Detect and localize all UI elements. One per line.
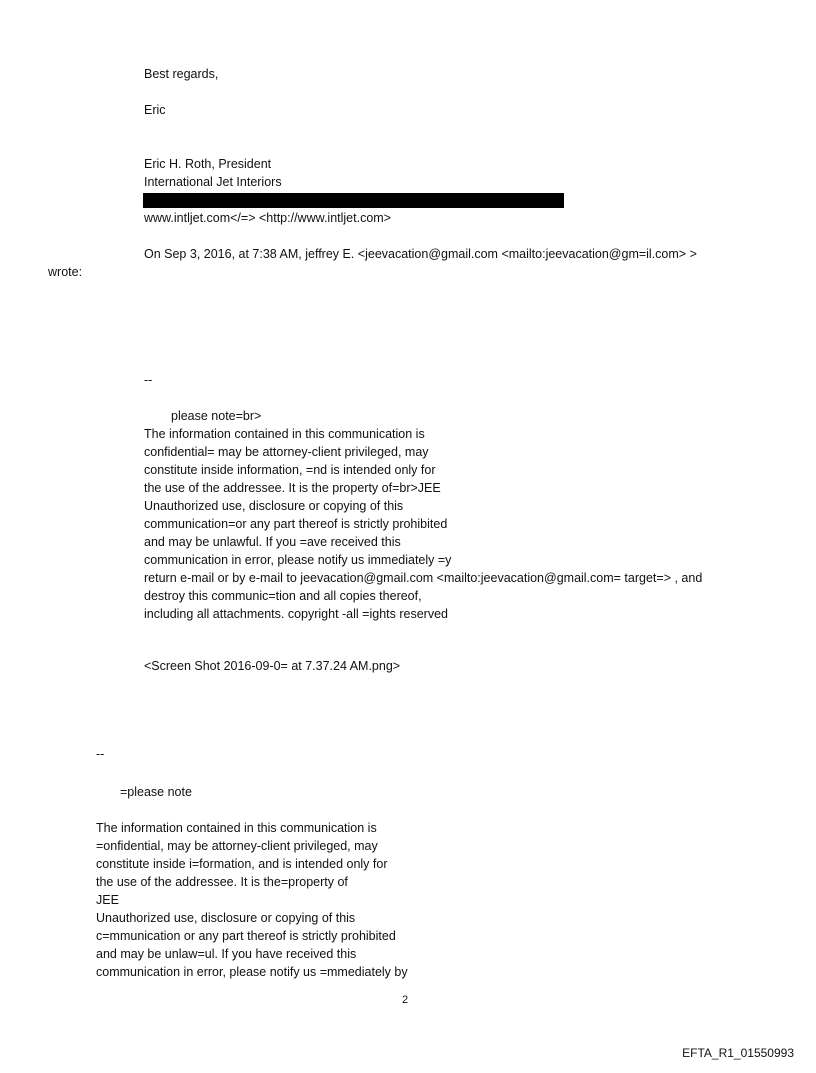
- disclaimer-1-line-10: including all attachments. copyright -all =ights reserved: [144, 607, 448, 621]
- closing: Best regards,: [144, 67, 219, 81]
- disclaimer-1-line-9: destroy this communic=tion and all copies thereof,: [144, 589, 422, 603]
- disclaimer-2-line-4: JEE: [96, 893, 119, 907]
- disclaimer-2-line-3: the use of the addressee. It is the=property of: [96, 875, 348, 889]
- disclaimer-2-line-0: The information contained in this communication is: [96, 821, 377, 835]
- disclaimer-1-line-4: Unauthorized use, disclosure or copying of this: [144, 499, 404, 513]
- bates-number: EFTA_R1_01550993: [682, 1046, 794, 1060]
- signature-company: International Jet Interiors: [144, 175, 282, 189]
- disclaimer-1-line-3: the use of the addressee. It is the property of=br>JEE: [144, 481, 441, 495]
- note-heading-2: =please note: [120, 785, 192, 799]
- disclaimer-2-line-6: c=mmunication or any part thereof is strictly prohibited: [96, 929, 396, 943]
- disclaimer-2-line-1: =onfidential, may be attorney-client privileged, may: [96, 839, 378, 853]
- signature-name: Eric H. Roth, President: [144, 157, 272, 171]
- disclaimer-2-line-2: constitute inside i=formation, and is intended only for: [96, 857, 388, 871]
- reply-header-line2: wrote:: [48, 265, 83, 279]
- disclaimer-2-line-7: and may be unlaw=ul. If you have received this: [96, 947, 357, 961]
- disclaimer-1-line-0: The information contained in this communication is: [144, 427, 425, 441]
- disclaimer-1-line-2: constitute inside information, =nd is intended only for: [144, 463, 436, 477]
- disclaimer-2-line-8: communication in error, please notify us =mmediately by: [96, 965, 408, 979]
- attachment-name: <Screen Shot 2016-09-0= at 7.37.24 AM.png>: [144, 659, 401, 673]
- note-heading-1: please note=br>: [171, 409, 262, 423]
- reply-header-line1: On Sep 3, 2016, at 7:38 AM, jeffrey E. <jeevacation@gmail.com <mailto:jeevacation@gm=il.com> >: [144, 247, 697, 261]
- disclaimer-1-line-6: and may be unlawful. If you =ave received this: [144, 535, 401, 549]
- sender-first-name: Eric: [144, 103, 166, 117]
- signature-website: www.intljet.com</=> <http://www.intljet.com>: [144, 211, 391, 225]
- disclaimer-2-line-5: Unauthorized use, disclosure or copying of this: [96, 911, 356, 925]
- separator-2: --: [96, 747, 105, 761]
- redaction-bar: [143, 193, 564, 208]
- disclaimer-1-line-1: confidential= may be attorney-client privileged, may: [144, 445, 429, 459]
- page-number: 2: [402, 994, 409, 1006]
- disclaimer-1-line-7: communication in error, please notify us immediately =y: [144, 553, 452, 567]
- separator-1: --: [144, 373, 153, 387]
- disclaimer-1-line-5: communication=or any part thereof is strictly prohibited: [144, 517, 448, 531]
- disclaimer-1-line-8: return e-mail or by e-mail to jeevacation@gmail.com <mailto:jeevacation@gmail.com= target=> , and: [144, 571, 703, 585]
